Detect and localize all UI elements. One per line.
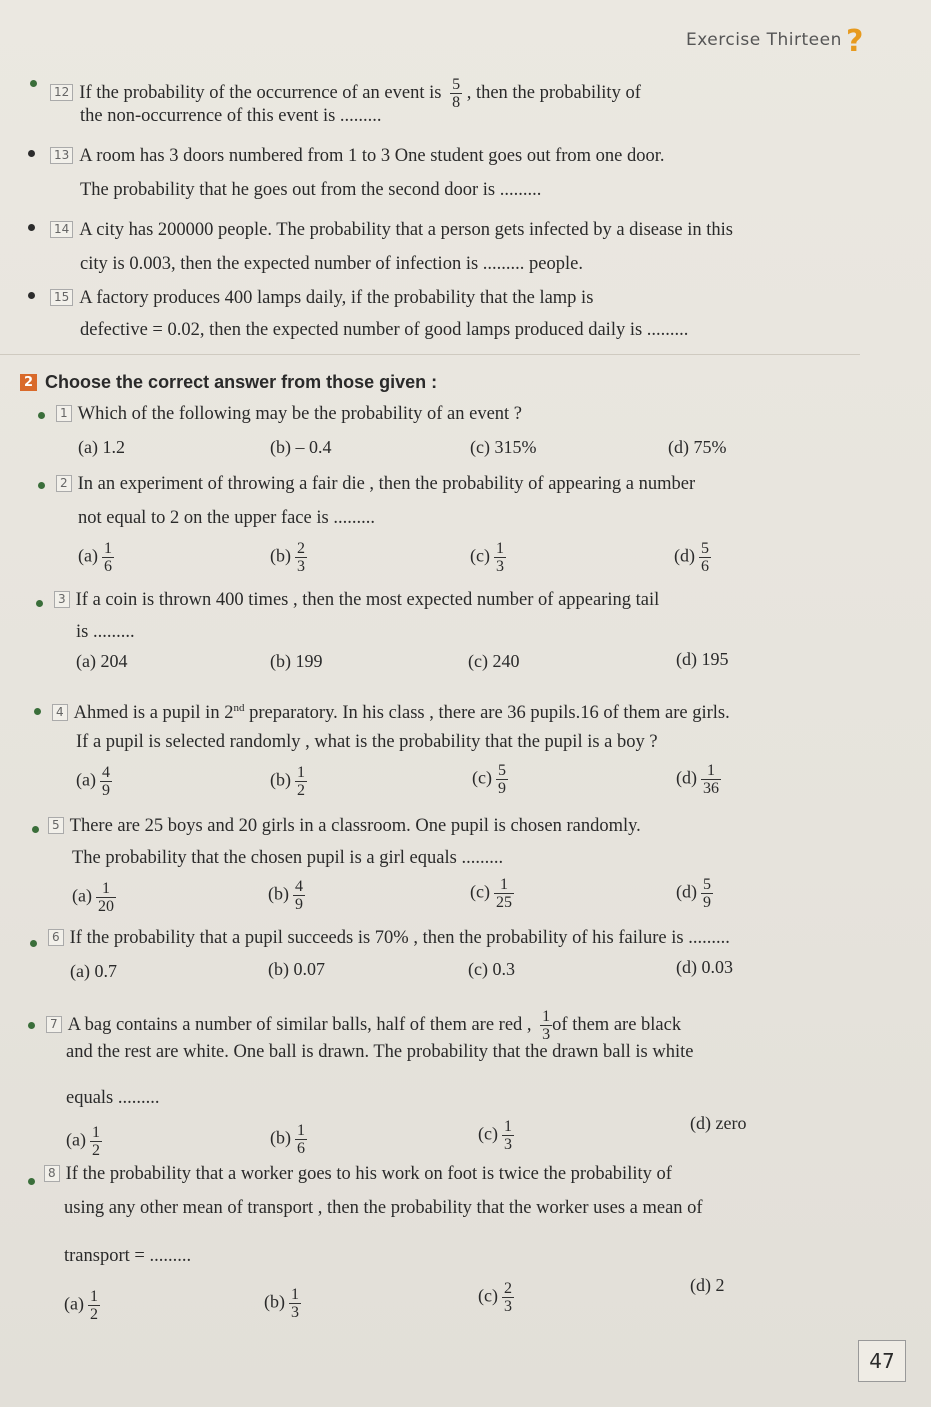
mcq-3-stem-line2: is ......... — [76, 622, 135, 642]
mcq-2-stem-line1: 2 In an experiment of throwing a fair die , then the probability of appearing a number — [56, 472, 695, 496]
group-icon — [28, 150, 35, 157]
mcq-8-option-a: (a) $\frac{1}{2}$ — [64, 1288, 98, 1323]
mcq-6-option-b: (b) 0.07 — [268, 959, 325, 979]
mcq-1-option-a: (a) 1.2 — [78, 437, 125, 457]
mcq-6-stem: 6 If the probability that a pupil succeeds is 70% , then the probability of his failure is ......... — [48, 926, 730, 950]
bullet-icon — [28, 1178, 35, 1185]
mcq-4-stem-line1: 4 Ahmed is a pupil in 2nd preparatory. In his class , there are 36 pupils.16 of them are girls. — [52, 696, 730, 725]
question-15-line1: 15 A factory produces 400 lamps daily, if the probability that the lamp is — [50, 286, 593, 310]
bullet-icon — [30, 80, 37, 87]
mcq-4-stem-line2: If a pupil is selected randomly , what is the probability that the pupil is a boy ? — [76, 732, 658, 752]
bullet-icon — [32, 826, 39, 833]
mcq-8-stem-line1: 8 If the probability that a worker goes to his work on foot is twice the probability of — [44, 1162, 672, 1186]
mcq-7-option-b: (b) $\frac{1}{6}$ — [270, 1122, 305, 1157]
question-14-line2: city is 0.003, then the expected number of infection is ......... people. — [80, 254, 583, 274]
mcq-8-stem-line2: using any other mean of transport , then the probability that the worker uses a mean of — [64, 1198, 703, 1218]
mcq-7-option-d: (d) zero — [690, 1113, 747, 1133]
mcq-8-option-c: (c) $\frac{2}{3}$ — [478, 1280, 512, 1315]
mcq-1-option-b: (b) – 0.4 — [270, 437, 332, 457]
mcq-1-option-d: (d) 75% — [668, 437, 727, 457]
mcq-7-stem-line3: equals ......... — [66, 1088, 160, 1108]
mcq-3-option-a: (a) 204 — [76, 651, 128, 671]
page-header: Exercise Thirteen — [686, 30, 842, 50]
question-13-line2: The probability that he goes out from the second door is ......... — [80, 180, 542, 200]
question-15-line2: defective = 0.02, then the expected number of good lamps produced daily is ......... — [80, 320, 689, 340]
mcq-1-option-c: (c) 315% — [470, 437, 537, 457]
mcq-4-option-c: (c) $\frac{5}{9}$ — [472, 762, 506, 797]
bullet-icon — [36, 600, 43, 607]
divider — [0, 354, 860, 355]
mcq-5-option-b: (b) $\frac{4}{9}$ — [268, 878, 303, 913]
bullet-icon — [38, 412, 45, 419]
question-13-line1: 13 A room has 3 doors numbered from 1 to 3 One student goes out from one door. — [50, 144, 665, 168]
group-icon — [28, 292, 35, 299]
mcq-7-option-c: (c) $\frac{1}{3}$ — [478, 1118, 512, 1153]
bullet-icon — [34, 708, 41, 715]
mcq-4-option-a: (a) $\frac{4}{9}$ — [76, 764, 110, 799]
mcq-2-option-a: (a) $\frac{1}{6}$ — [78, 540, 112, 575]
mcq-5-option-c: (c) $\frac{1}{25}$ — [470, 876, 512, 911]
bullet-icon — [38, 482, 45, 489]
mcq-8-option-b: (b) $\frac{1}{3}$ — [264, 1286, 299, 1321]
mcq-7-option-a: (a) $\frac{1}{2}$ — [66, 1124, 100, 1159]
mcq-8-stem-line3: transport = ......... — [64, 1246, 192, 1266]
mcq-7-stem-line2: and the rest are white. One ball is drawn. The probability that the drawn ball is white — [66, 1042, 694, 1062]
mcq-5-option-d: (d) $\frac{5}{9}$ — [676, 876, 711, 911]
group-icon — [28, 224, 35, 231]
mcq-5-stem-line2: The probability that the chosen pupil is a girl equals ......... — [72, 848, 504, 868]
mcq-3-option-d: (d) 195 — [676, 649, 729, 669]
bullet-icon — [28, 1022, 35, 1029]
mcq-2-stem-line2: not equal to 2 on the upper face is ......... — [78, 508, 375, 528]
mcq-6-option-d: (d) 0.03 — [676, 957, 733, 977]
section-heading: 2 Choose the correct answer from those given : — [20, 370, 437, 395]
mcq-3-option-b: (b) 199 — [270, 651, 323, 671]
mcq-4-option-b: (b) $\frac{1}{2}$ — [270, 764, 305, 799]
bullet-icon — [30, 940, 37, 947]
question-12-line1: 12 If the probability of the occurrence of an event is $\frac{5}{8}$ , then the probability of — [50, 76, 641, 111]
mcq-5-stem-line1: 5 There are 25 boys and 20 girls in a classroom. One pupil is chosen randomly. — [48, 814, 641, 838]
mcq-2-option-d: (d) $\frac{5}{6}$ — [674, 540, 709, 575]
fraction: $\frac{5}{8}$ — [452, 76, 461, 111]
mcq-8-option-d: (d) 2 — [690, 1275, 725, 1295]
mcq-2-option-c: (c) $\frac{1}{3}$ — [470, 540, 504, 575]
mcq-6-option-a: (a) 0.7 — [70, 961, 117, 981]
mcq-5-option-a: (a) $\frac{1}{20}$ — [72, 880, 114, 915]
question-14-line1: 14 A city has 200000 people. The probability that a person gets infected by a disease in this — [50, 218, 733, 242]
mcq-3-option-c: (c) 240 — [468, 651, 520, 671]
mcq-6-option-c: (c) 0.3 — [468, 959, 515, 979]
question-mark-icon: ? — [846, 24, 864, 59]
question-12-line2: the non-occurrence of this event is ......... — [80, 106, 382, 126]
mcq-1-stem: 1 Which of the following may be the probability of an event ? — [56, 402, 522, 426]
mcq-4-option-d: (d) $\frac{1}{36}$ — [676, 762, 719, 797]
mcq-7-stem-line1: 7 A bag contains a number of similar balls, half of them are red , $\frac{1}{3}$ of them are black — [46, 1008, 681, 1043]
mcq-3-stem-line1: 3 If a coin is thrown 400 times , then the most expected number of appearing tail — [54, 588, 659, 612]
mcq-2-option-b: (b) $\frac{2}{3}$ — [270, 540, 305, 575]
page-number: 47 — [858, 1340, 906, 1382]
